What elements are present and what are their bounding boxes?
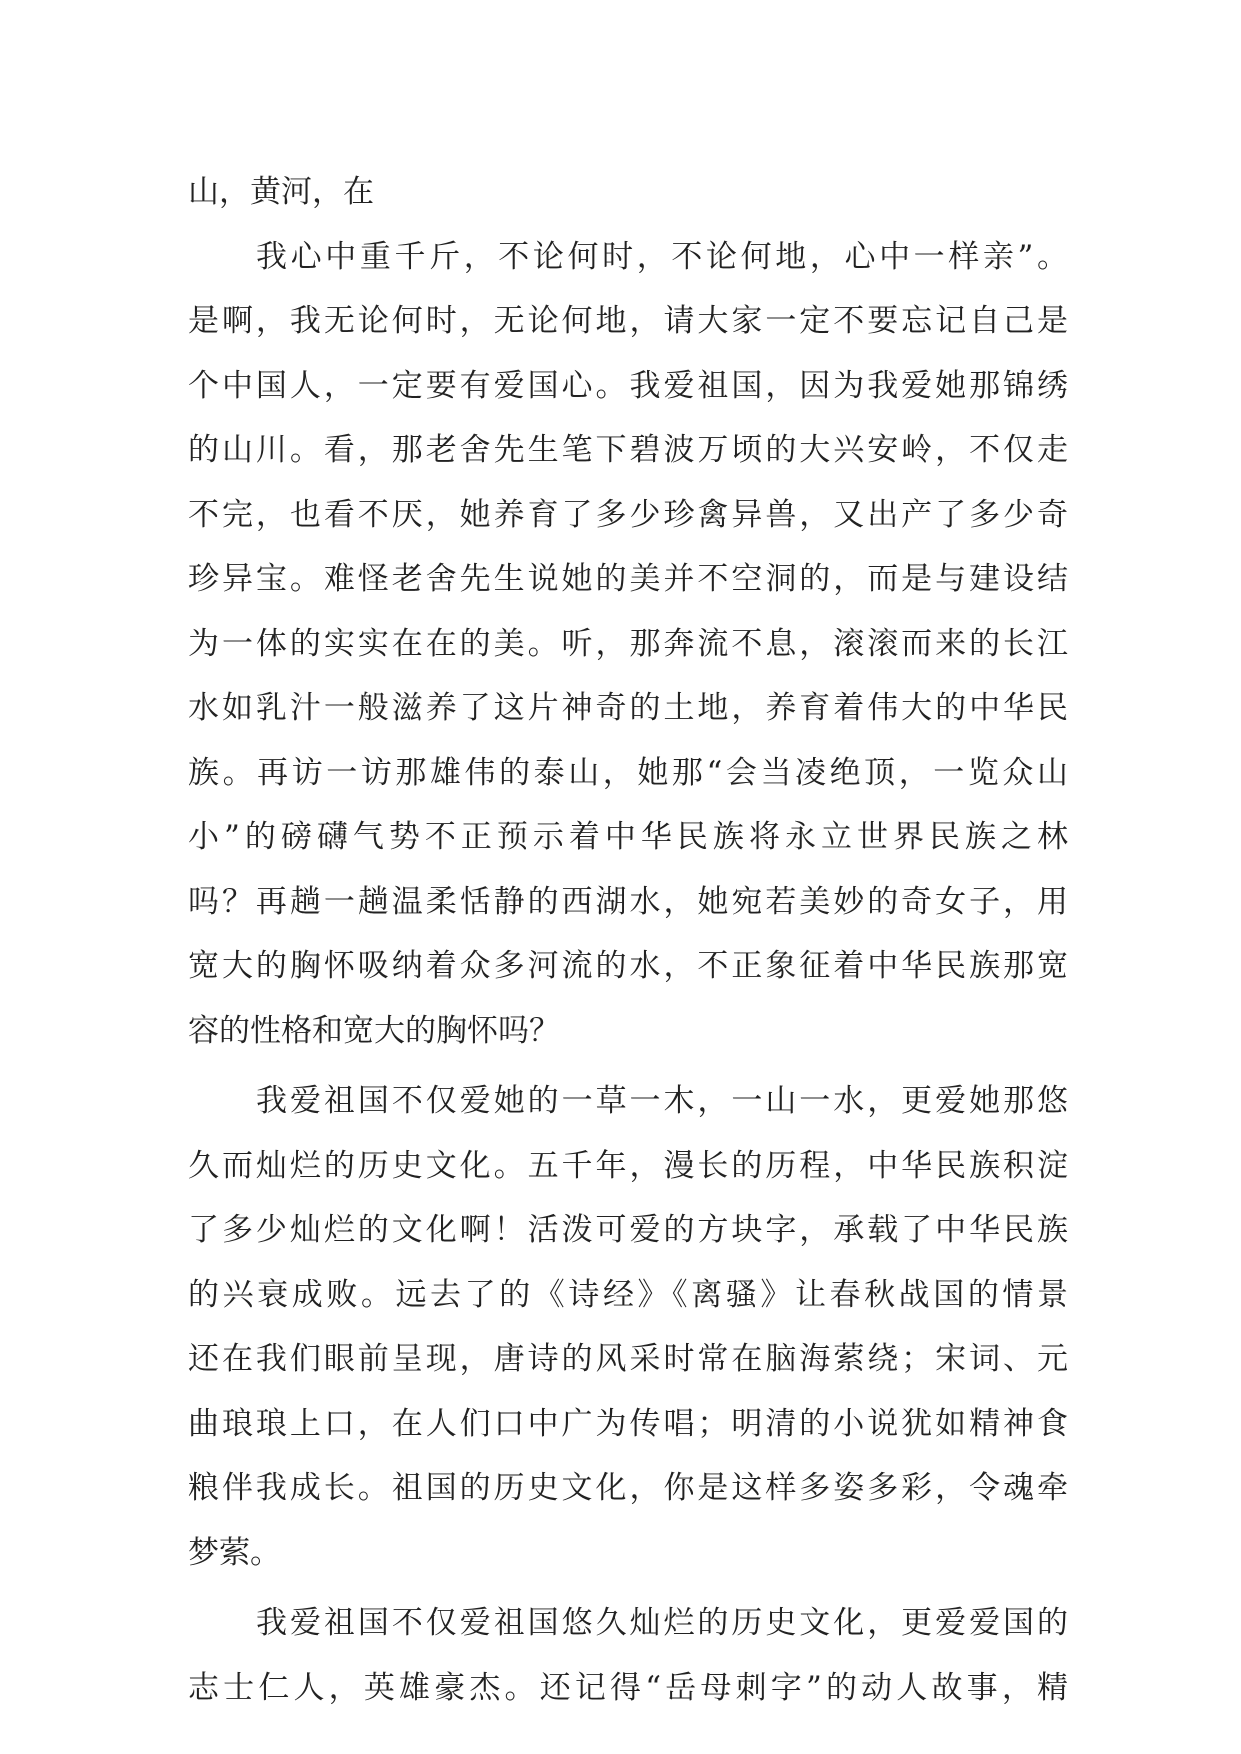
text-line: 是啊，我无论何时，无论何地，请大家一定不要忘记自己是	[188, 303, 1068, 339]
paragraph-first-line: 我爱祖国不仅爱祖国悠久灿烂的历史文化，更爱爱国的	[256, 1605, 1068, 1641]
text-line: 的山川。看，那老舍先生笔下碧波万顷的大兴安岭，不仅走	[188, 432, 1068, 468]
text-line: 的兴衰成败。远去了的《诗经》《离骚》让春秋战国的情景	[188, 1276, 1068, 1313]
text-line: 个中国人，一定要有爱国心。我爱祖国，因为我爱她那锦绣	[188, 367, 1068, 404]
text-line: 珍异宝。难怪老舍先生说她的美并不空洞的，而是与建设结	[188, 561, 1068, 597]
text-line: 粮伴我成长。祖国的历史文化，你是这样多姿多彩，令魂牵	[188, 1470, 1068, 1506]
text-line: 还在我们眼前呈现，唐诗的风采时常在脑海萦绕；宋词、元	[188, 1341, 1068, 1377]
text-line: 山，黄河，在	[188, 174, 374, 210]
text-line: 族。再访一访那雄伟的泰山，她那“会当凌绝顶，一览众山	[188, 754, 1068, 791]
text-line: 吗？再趟一趟温柔恬静的西湖水，她宛若美妙的奇女子，用	[188, 883, 1068, 920]
document-body	[188, 160, 1068, 1720]
text-line: 水如乳汁一般滋养了这片神奇的土地，养育着伟大的中华民	[188, 690, 1068, 726]
text-line: 志士仁人，英雄豪杰。还记得“岳母刺字”的动人故事，精	[188, 1669, 1068, 1706]
text-line: 容的性格和宽大的胸怀吗？	[188, 1012, 560, 1049]
text-line: 小”的磅礴气势不正预示着中华民族将永立世界民族之林	[188, 819, 1068, 855]
text-line: 梦萦。	[188, 1534, 281, 1571]
text-line: 为一体的实实在在的美。听，那奔流不息，滚滚而来的长江	[188, 625, 1068, 662]
text-line: 了多少灿烂的文化啊！活泼可爱的方块字，承载了中华民族	[188, 1212, 1068, 1248]
paragraph-first-line: 我心中重千斤，不论何时，不论何地，心中一样亲”。	[256, 238, 1068, 275]
text-line: 宽大的胸怀吸纳着众多河流的水，不正象征着中华民族那宽	[188, 948, 1068, 984]
text-line: 曲琅琅上口，在人们口中广为传唱；明清的小说犹如精神食	[188, 1405, 1068, 1442]
text-line: 不完，也看不厌，她养育了多少珍禽异兽，又出产了多少奇	[188, 496, 1068, 533]
text-line: 久而灿烂的历史文化。五千年，漫长的历程，中华民族积淀	[188, 1147, 1068, 1184]
paragraph-first-line: 我爱祖国不仅爱她的一草一木，一山一水，更爱她那悠	[256, 1083, 1068, 1119]
